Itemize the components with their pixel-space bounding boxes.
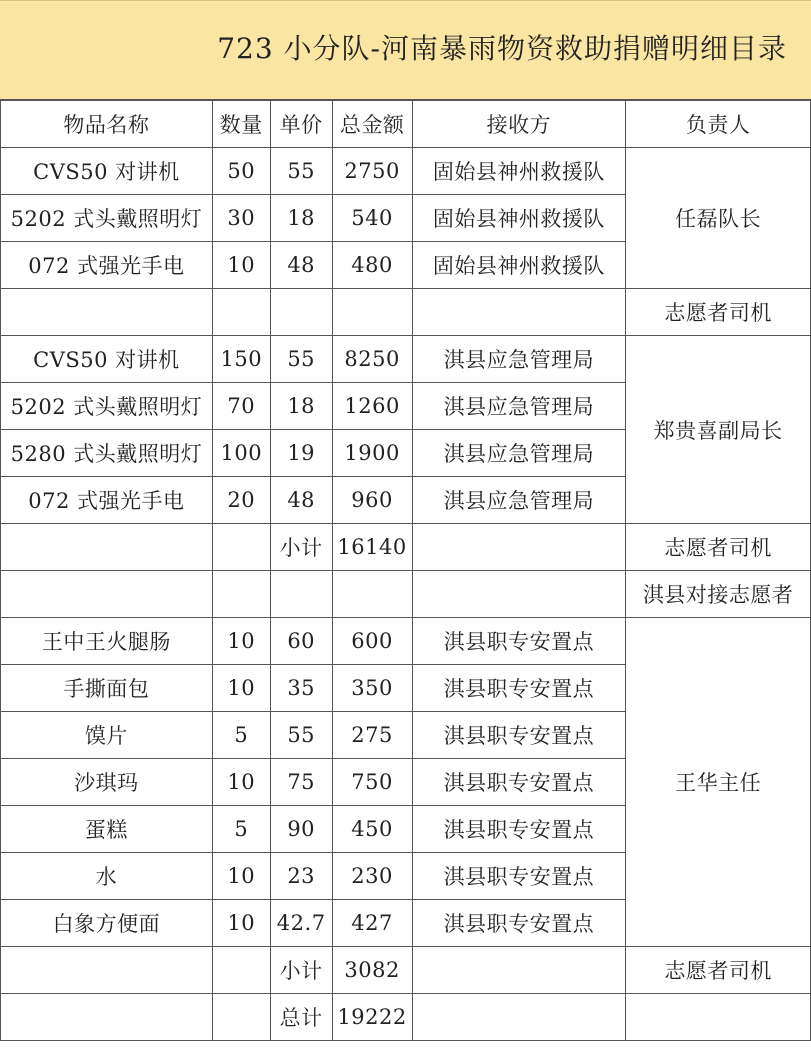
cell-item-name: 白象方便面 [1, 900, 213, 947]
cell-recipient: 淇县职专安置点 [412, 618, 626, 665]
cell-unit-price: 18 [270, 383, 332, 430]
cell-recipient: 淇县职专安置点 [412, 806, 626, 853]
cell-total-amount: 540 [332, 195, 412, 242]
cell-quantity: 100 [212, 430, 270, 477]
cell-responsible: 淇县对接志愿者 [626, 571, 811, 618]
cell-total-amount: 1900 [332, 430, 412, 477]
table-row [1, 571, 811, 618]
title-banner [0, 0, 811, 100]
cell-unit-price: 总计 [270, 994, 332, 1041]
cell-total-amount [332, 289, 412, 336]
cell-unit-price: 75 [270, 759, 332, 806]
cell-recipient: 淇县应急管理局 [412, 477, 626, 524]
cell-recipient: 淇县应急管理局 [412, 430, 626, 477]
cell-unit-price [270, 571, 332, 618]
cell-unit-price: 55 [270, 712, 332, 759]
cell-recipient: 淇县应急管理局 [412, 336, 626, 383]
cell-item-name [1, 289, 213, 336]
cell-unit-price: 23 [270, 853, 332, 900]
cell-recipient: 淇县职专安置点 [412, 759, 626, 806]
cell-item-name: 5280 式头戴照明灯 [1, 430, 213, 477]
cell-item-name: CVS50 对讲机 [1, 148, 213, 195]
cell-quantity: 10 [212, 618, 270, 665]
table-row [1, 524, 811, 571]
table-row [1, 994, 811, 1041]
cell-quantity: 10 [212, 759, 270, 806]
cell-unit-price [270, 289, 332, 336]
cell-total-amount: 275 [332, 712, 412, 759]
cell-total-amount: 230 [332, 853, 412, 900]
cell-total-amount: 350 [332, 665, 412, 712]
cell-item-name: 沙琪玛 [1, 759, 213, 806]
cell-responsible [626, 994, 811, 1041]
table-row [1, 618, 811, 665]
cell-recipient: 固始县神州救援队 [412, 195, 626, 242]
cell-quantity: 10 [212, 853, 270, 900]
cell-item-name: 王中王火腿肠 [1, 618, 213, 665]
document-title: 723 小分队-河南暴雨物资救助捐赠明细目录 [217, 32, 787, 65]
table-row [1, 148, 811, 195]
cell-quantity: 5 [212, 806, 270, 853]
cell-item-name: 馍片 [1, 712, 213, 759]
cell-unit-price: 35 [270, 665, 332, 712]
cell-recipient [412, 994, 626, 1041]
table-row [1, 289, 811, 336]
cell-total-amount: 3082 [332, 947, 412, 994]
cell-unit-price: 19 [270, 430, 332, 477]
cell-total-amount: 427 [332, 900, 412, 947]
cell-quantity: 70 [212, 383, 270, 430]
cell-quantity [212, 524, 270, 571]
cell-quantity [212, 289, 270, 336]
header-recipient: 接收方 [412, 101, 626, 148]
cell-recipient [412, 571, 626, 618]
cell-total-amount: 16140 [332, 524, 412, 571]
cell-recipient: 固始县神州救援队 [412, 242, 626, 289]
cell-recipient [412, 947, 626, 994]
cell-total-amount: 2750 [332, 148, 412, 195]
table-body [1, 101, 811, 1041]
cell-unit-price: 55 [270, 148, 332, 195]
cell-recipient [412, 524, 626, 571]
cell-unit-price: 42.7 [270, 900, 332, 947]
cell-recipient [412, 289, 626, 336]
donation-table [0, 100, 811, 1041]
cell-unit-price: 55 [270, 336, 332, 383]
table-row [1, 947, 811, 994]
cell-item-name: CVS50 对讲机 [1, 336, 213, 383]
cell-quantity: 10 [212, 900, 270, 947]
cell-item-name: 072 式强光手电 [1, 477, 213, 524]
header-quantity: 数量 [212, 101, 270, 148]
header-row [1, 101, 811, 148]
cell-unit-price: 小计 [270, 947, 332, 994]
cell-item-name: 手撕面包 [1, 665, 213, 712]
cell-quantity: 50 [212, 148, 270, 195]
cell-responsible: 任磊队长 [626, 148, 811, 289]
cell-quantity: 10 [212, 242, 270, 289]
cell-item-name: 水 [1, 853, 213, 900]
cell-responsible: 郑贵喜副局长 [626, 336, 811, 524]
cell-recipient: 淇县职专安置点 [412, 665, 626, 712]
cell-item-name [1, 571, 213, 618]
cell-quantity [212, 994, 270, 1041]
cell-total-amount: 19222 [332, 994, 412, 1041]
cell-unit-price: 小计 [270, 524, 332, 571]
cell-item-name [1, 947, 213, 994]
cell-item-name: 5202 式头戴照明灯 [1, 383, 213, 430]
cell-item-name: 072 式强光手电 [1, 242, 213, 289]
cell-unit-price: 48 [270, 477, 332, 524]
cell-unit-price: 60 [270, 618, 332, 665]
cell-item-name: 5202 式头戴照明灯 [1, 195, 213, 242]
cell-quantity: 10 [212, 665, 270, 712]
cell-total-amount [332, 571, 412, 618]
cell-unit-price: 18 [270, 195, 332, 242]
cell-responsible: 志愿者司机 [626, 524, 811, 571]
cell-quantity: 150 [212, 336, 270, 383]
table-row [1, 336, 811, 383]
cell-total-amount: 450 [332, 806, 412, 853]
cell-recipient: 淇县职专安置点 [412, 712, 626, 759]
cell-total-amount: 1260 [332, 383, 412, 430]
cell-recipient: 淇县职专安置点 [412, 853, 626, 900]
cell-item-name [1, 524, 213, 571]
cell-item-name: 蛋糕 [1, 806, 213, 853]
cell-recipient: 淇县职专安置点 [412, 900, 626, 947]
header-total-amount: 总金额 [332, 101, 412, 148]
cell-total-amount: 960 [332, 477, 412, 524]
cell-total-amount: 8250 [332, 336, 412, 383]
cell-quantity [212, 571, 270, 618]
cell-unit-price: 90 [270, 806, 332, 853]
header-unit-price: 单价 [270, 101, 332, 148]
header-item-name: 物品名称 [1, 101, 213, 148]
cell-total-amount: 750 [332, 759, 412, 806]
cell-responsible: 王华主任 [626, 618, 811, 947]
cell-unit-price: 48 [270, 242, 332, 289]
cell-quantity [212, 947, 270, 994]
cell-item-name [1, 994, 213, 1041]
cell-total-amount: 600 [332, 618, 412, 665]
cell-recipient: 淇县应急管理局 [412, 383, 626, 430]
cell-responsible: 志愿者司机 [626, 947, 811, 994]
cell-quantity: 20 [212, 477, 270, 524]
cell-quantity: 30 [212, 195, 270, 242]
cell-quantity: 5 [212, 712, 270, 759]
cell-responsible: 志愿者司机 [626, 289, 811, 336]
cell-recipient: 固始县神州救援队 [412, 148, 626, 195]
header-responsible: 负责人 [626, 101, 811, 148]
cell-total-amount: 480 [332, 242, 412, 289]
